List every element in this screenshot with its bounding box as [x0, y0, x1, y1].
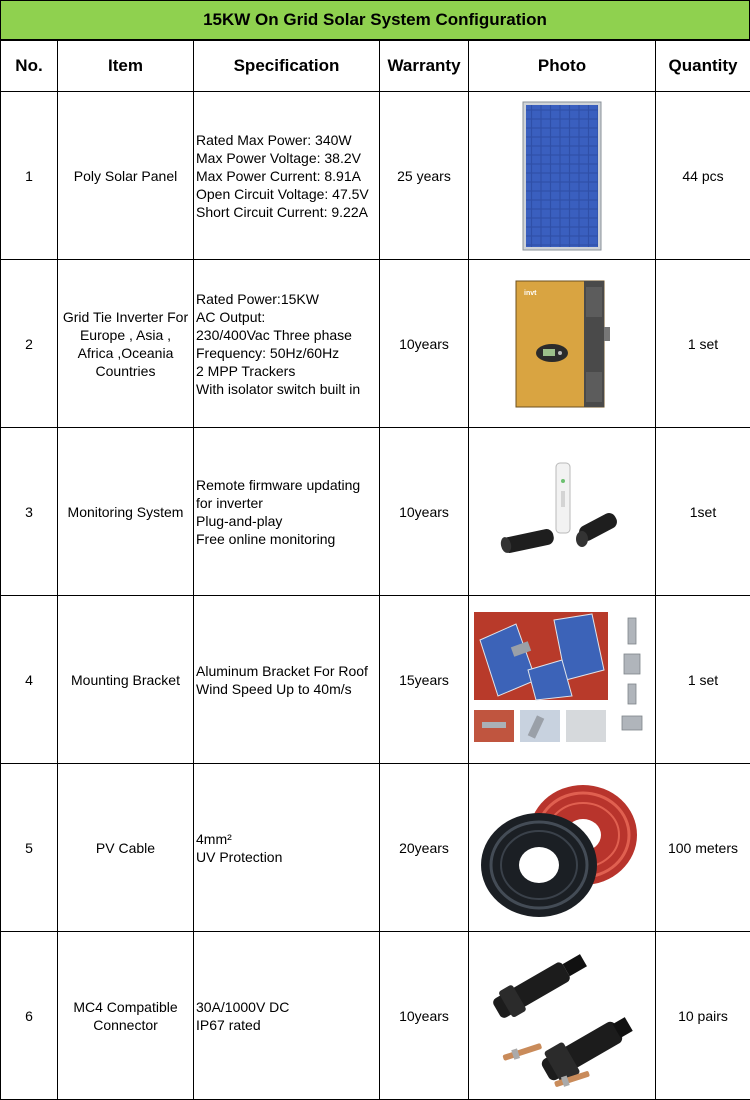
monitoring-stick-photo [469, 429, 655, 595]
cell-item [58, 764, 194, 932]
item-line: MC4 Compatible [73, 998, 178, 1015]
solar-panel-photo [469, 93, 655, 259]
table-row [1, 92, 750, 260]
cell-warranty: 10years [380, 932, 469, 1100]
spec-line: Wind Speed Up to 40m/s [196, 680, 352, 697]
item-line: Monitoring System [67, 503, 184, 520]
item-line: Mounting Bracket [71, 671, 180, 688]
inverter-brand-logo: invt [524, 289, 537, 297]
inverter-photo [469, 261, 655, 427]
spec-line: With isolator switch built in [196, 380, 361, 397]
header-specification: Specification [194, 41, 380, 92]
cell-specification [194, 596, 380, 764]
cell-quantity: 100 meters [656, 764, 750, 932]
cell-quantity: 1set [656, 428, 750, 596]
spec-line: Free online monitoring [196, 530, 336, 547]
cell-item [58, 92, 194, 260]
cell-no: 6 [1, 932, 58, 1100]
cell-no: 4 [1, 596, 58, 764]
mc4-connector-photo [469, 933, 655, 1099]
spec-line: 4mm² [196, 830, 232, 847]
cell-specification [194, 764, 380, 932]
table-row [1, 764, 750, 932]
item-line: Europe , Asia , [79, 326, 172, 343]
cell-specification [194, 428, 380, 596]
table-row [1, 428, 750, 596]
cell-warranty: 10years [380, 260, 469, 428]
spec-line: IP67 rated [196, 1016, 261, 1033]
mounting-bracket-photo [469, 597, 655, 763]
cell-no: 3 [1, 428, 58, 596]
header-item: Item [58, 41, 194, 92]
spec-line: Frequency: 50Hz/60Hz [196, 344, 340, 361]
cell-quantity: 1 set [656, 596, 750, 764]
item-line: Poly Solar Panel [73, 167, 178, 184]
spec-line: Remote firmware updating [196, 476, 361, 493]
cell-warranty: 20years [380, 764, 469, 932]
spec-line: UV Protection [196, 848, 283, 865]
item-line: PV Cable [95, 839, 156, 856]
table-row [1, 932, 750, 1100]
cell-item [58, 260, 194, 428]
spec-line: Rated Power:15KW [196, 290, 319, 307]
spec-line: Open Circuit Voltage: 47.5V [196, 185, 369, 202]
spec-line: Short Circuit Current: 9.22A [196, 203, 368, 220]
header-row [1, 41, 750, 92]
item-line: Africa ,Oceania [77, 344, 174, 361]
cell-specification [194, 260, 380, 428]
cell-no: 1 [1, 92, 58, 260]
cell-no: 2 [1, 260, 58, 428]
spec-line: Max Power Current: 8.91A [196, 167, 361, 184]
pv-cable-photo [469, 765, 655, 931]
spec-line: for inverter [196, 494, 263, 511]
cell-quantity: 44 pcs [656, 92, 750, 260]
header-quantity: Quantity [656, 41, 750, 92]
cell-quantity: 10 pairs [656, 932, 750, 1100]
cell-photo [469, 260, 656, 428]
page-title: 15KW On Grid Solar System Configuration [0, 0, 750, 40]
cell-photo [469, 932, 656, 1100]
cell-warranty: 15years [380, 596, 469, 764]
spec-line: 2 MPP Trackers [196, 362, 296, 379]
cell-quantity: 1 set [656, 260, 750, 428]
cell-item [58, 932, 194, 1100]
cell-item [58, 596, 194, 764]
table-row [1, 596, 750, 764]
cell-specification [194, 932, 380, 1100]
spec-line: Aluminum Bracket For Roof [196, 662, 368, 679]
cell-photo [469, 596, 656, 764]
cell-specification [194, 92, 380, 260]
spec-line: 230/400Vac Three phase [196, 326, 352, 343]
table-row [1, 260, 750, 428]
spec-line: 30A/1000V DC [196, 998, 290, 1015]
spec-line: Rated Max Power: 340W [196, 131, 352, 148]
spec-line: Plug-and-play [196, 512, 283, 529]
header-photo: Photo [469, 41, 656, 92]
configuration-table [0, 40, 750, 1100]
item-line: Connector [93, 1016, 158, 1033]
cell-photo [469, 764, 656, 932]
cell-warranty: 10years [380, 428, 469, 596]
cell-item [58, 428, 194, 596]
item-line: Grid Tie Inverter For [62, 308, 189, 325]
spec-line: AC Output: [196, 308, 266, 325]
cell-photo [469, 428, 656, 596]
cell-no: 5 [1, 764, 58, 932]
header-warranty: Warranty [380, 41, 469, 92]
header-no: No. [1, 41, 58, 92]
cell-photo [469, 92, 656, 260]
cell-warranty: 25 years [380, 92, 469, 260]
item-line: Countries [95, 362, 156, 379]
spec-line: Max Power Voltage: 38.2V [196, 149, 361, 166]
